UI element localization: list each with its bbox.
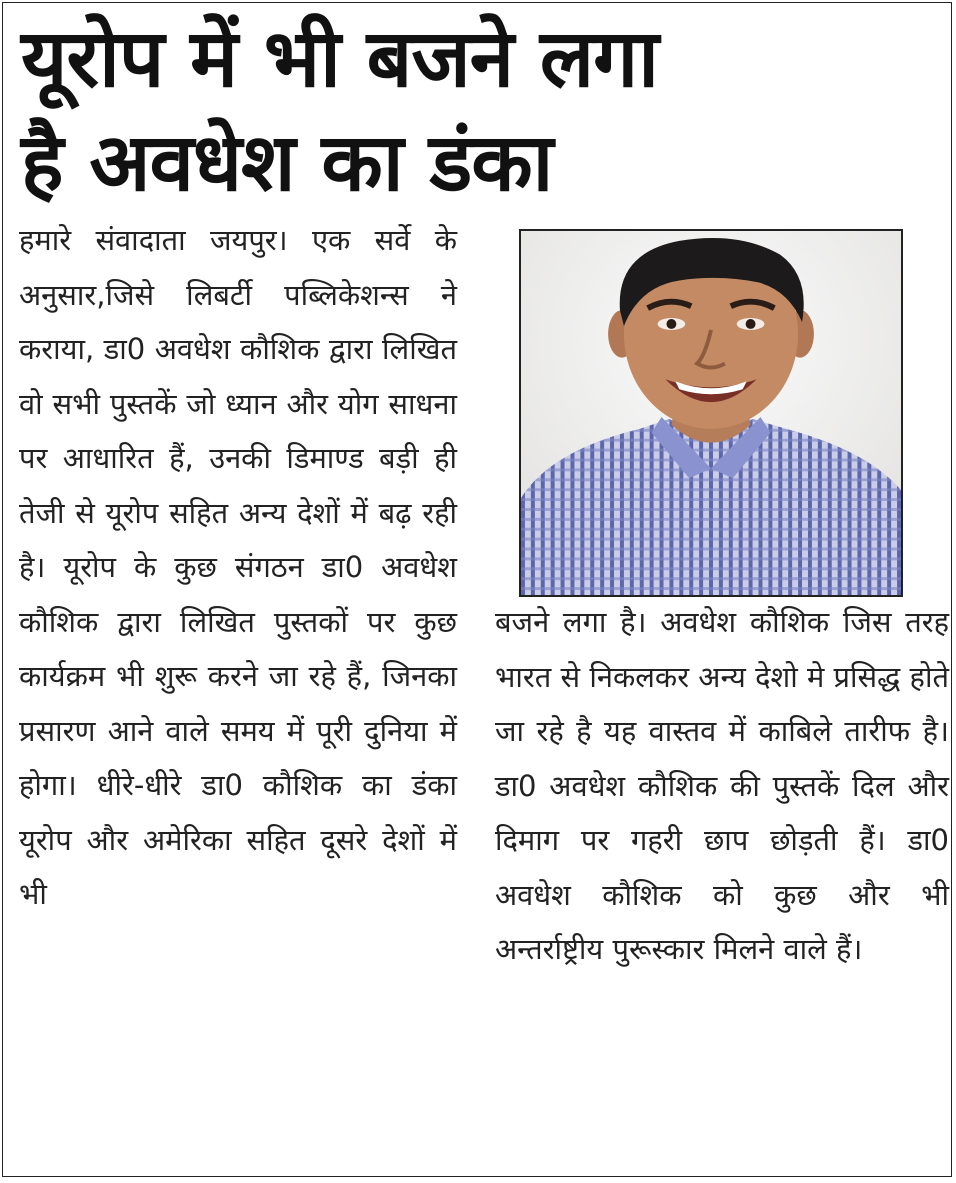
newspaper-clipping: [2, 2, 952, 1177]
headline-line-2: है अवधेश का डंका: [21, 116, 553, 209]
author-photo: [519, 229, 903, 597]
headline-line-1: यूरोप में भी बजने लगा: [21, 12, 658, 105]
article-column-left: हमारे संवादाता जयपुर। एक सर्वे के अनुसार,जिसे लिबर्टी पब्लिकेशन्स ने कराया, डा0 अवधेश कौशिक द्वारा लिखित वो सभी पुस्तकें जो ध्यान और योग साधना पर आधारित हैं, उनकी डिमाण्ड बड़ी ही तेजी से यूरोप सहित अन्य देशों में बढ़ रही है। यूरोप के कुछ संगठन डा0 अवधेश कौशिक द्वारा लिखित पुस्तकों पर कुछ कार्यक्रम भी शुरू करने जा रहे हैं, जिनका प्रसारण आने वाले समय में पूरी दुनिया में होगा। धीरे-धीरे डा0 कौशिक का डंका यूरोप और अमेरिका सहित दूसरे देशों में भी: [19, 223, 457, 911]
headline: [21, 7, 941, 215]
article-column-right: बजने लगा है। अवधेश कौशिक जिस तरह भारत से निकलकर अन्य देशो मे प्रसिद्ध होते जा रहे है यह वास्तव में काबिले तारीफ है। डा0 अवधेश कौशिक की पुस्तकें दिल और दिमाग पर गहरी छाप छोड़ती हैं। डा0 अवधेश कौशिक को कुछ और भी अन्तर्राष्ट्रीय पुरूस्कार मिलने वाले हैं।: [495, 605, 949, 966]
portrait-illustration: [521, 231, 901, 595]
